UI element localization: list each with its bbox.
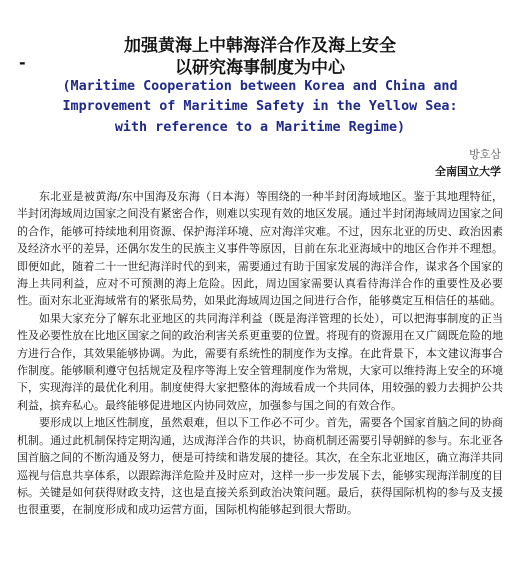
paragraph: 要形成以上地区性制度，虽然艰难，但以下工作必不可少。首先，需要各个国家首脑之间的协商机制。通过此机制保持定期沟通，达成海洋合作的共识，协商机制还需要引导朝鲜的参与。东北亚各国首脑之间的不断沟通及努力，便是可持续和谐发展的捷径。其次，在全东北亚地区，确立海洋共同巡视与信息共享体系，以跟踪海洋危险并及时应对，这样一步一步发展下去，能够实现海洋制度的目标。关键是如何获得财政支持，这也是直接关系到政治决策问题。最后，获得国际机构的参与及支援也很重要，在制度形成和成功运营方面，国际机构能够起到很大帮助。 <box>17 416 503 517</box>
author-name: 방호삼 <box>469 148 501 161</box>
paragraph: 如果大家充分了解东北亚地区的共同海洋利益（既是海洋管理的长处），可以把海事制度的正当性及必要性放在比地区国家之间的政治利害关系更重要的位置。将现有的资源用在又广阔既危险的地方进行合作，其效果能够协调。为此，需要有系统性的制度作为支撑。在此背景下，本文建议海事合作制度。能够顺利遵守包括规定及程序等海上安全管理制度作为常规，大家可以维持海上安全的环境下，实现海洋的最优化利用。制度使得大家把整体的海域看成一个共同体，用较强的毅力去拥护公共利益，摈弃私心。最终能够促进地区内协同效应，加强参与国之间的有效合作。 <box>17 311 503 412</box>
title-english-line-2: Improvement of Maritime Safety in the Yellow Sea: <box>62 99 458 114</box>
title-dash-marker: - <box>19 53 26 72</box>
author-affiliation: 全南国立大学 <box>435 165 501 178</box>
title-chinese-line-1: 加强黄海上中韩海洋合作及海上安全 <box>124 36 396 56</box>
title-english-line-3: with reference to a Maritime Regime) <box>114 120 406 135</box>
title-chinese-line-2: 以研究海事制度为中心 <box>175 58 345 78</box>
paragraph: 东北亚是被黄海/东中国海及东海（日本海）等围绕的一种半封闭海域地区。鉴于其地理特征，半封闭海域周边国家之间没有紧密合作，则难以实现有效的地区发展。通过半封闭海域周边国家之间的合作，能够可持续地利用资源、保护海洋环境、应对海洋灾难。不过，因东北亚的历史、政治因素及经济水平的差异，还偶尔发生的民族主义事件等原因，目前在东北亚海域中的地区合作并不理想。即便如此，随着二十一世纪海洋时代的到来，需要通过有助于国家发展的海洋合作，谋求各个国家的海上共同利益，应对不可预测的海上危险。因此，周边国家需要认真看待海洋合作的重要性及必要性。面对东北亚海域常有的紧张局势，如果此海域周边国之间进行合作，能够奠定互相信任的基础。 <box>17 190 503 308</box>
title-english-line-1: (Maritime Cooperation between Korea and China and <box>62 79 458 94</box>
abstract-body <box>17 188 503 519</box>
